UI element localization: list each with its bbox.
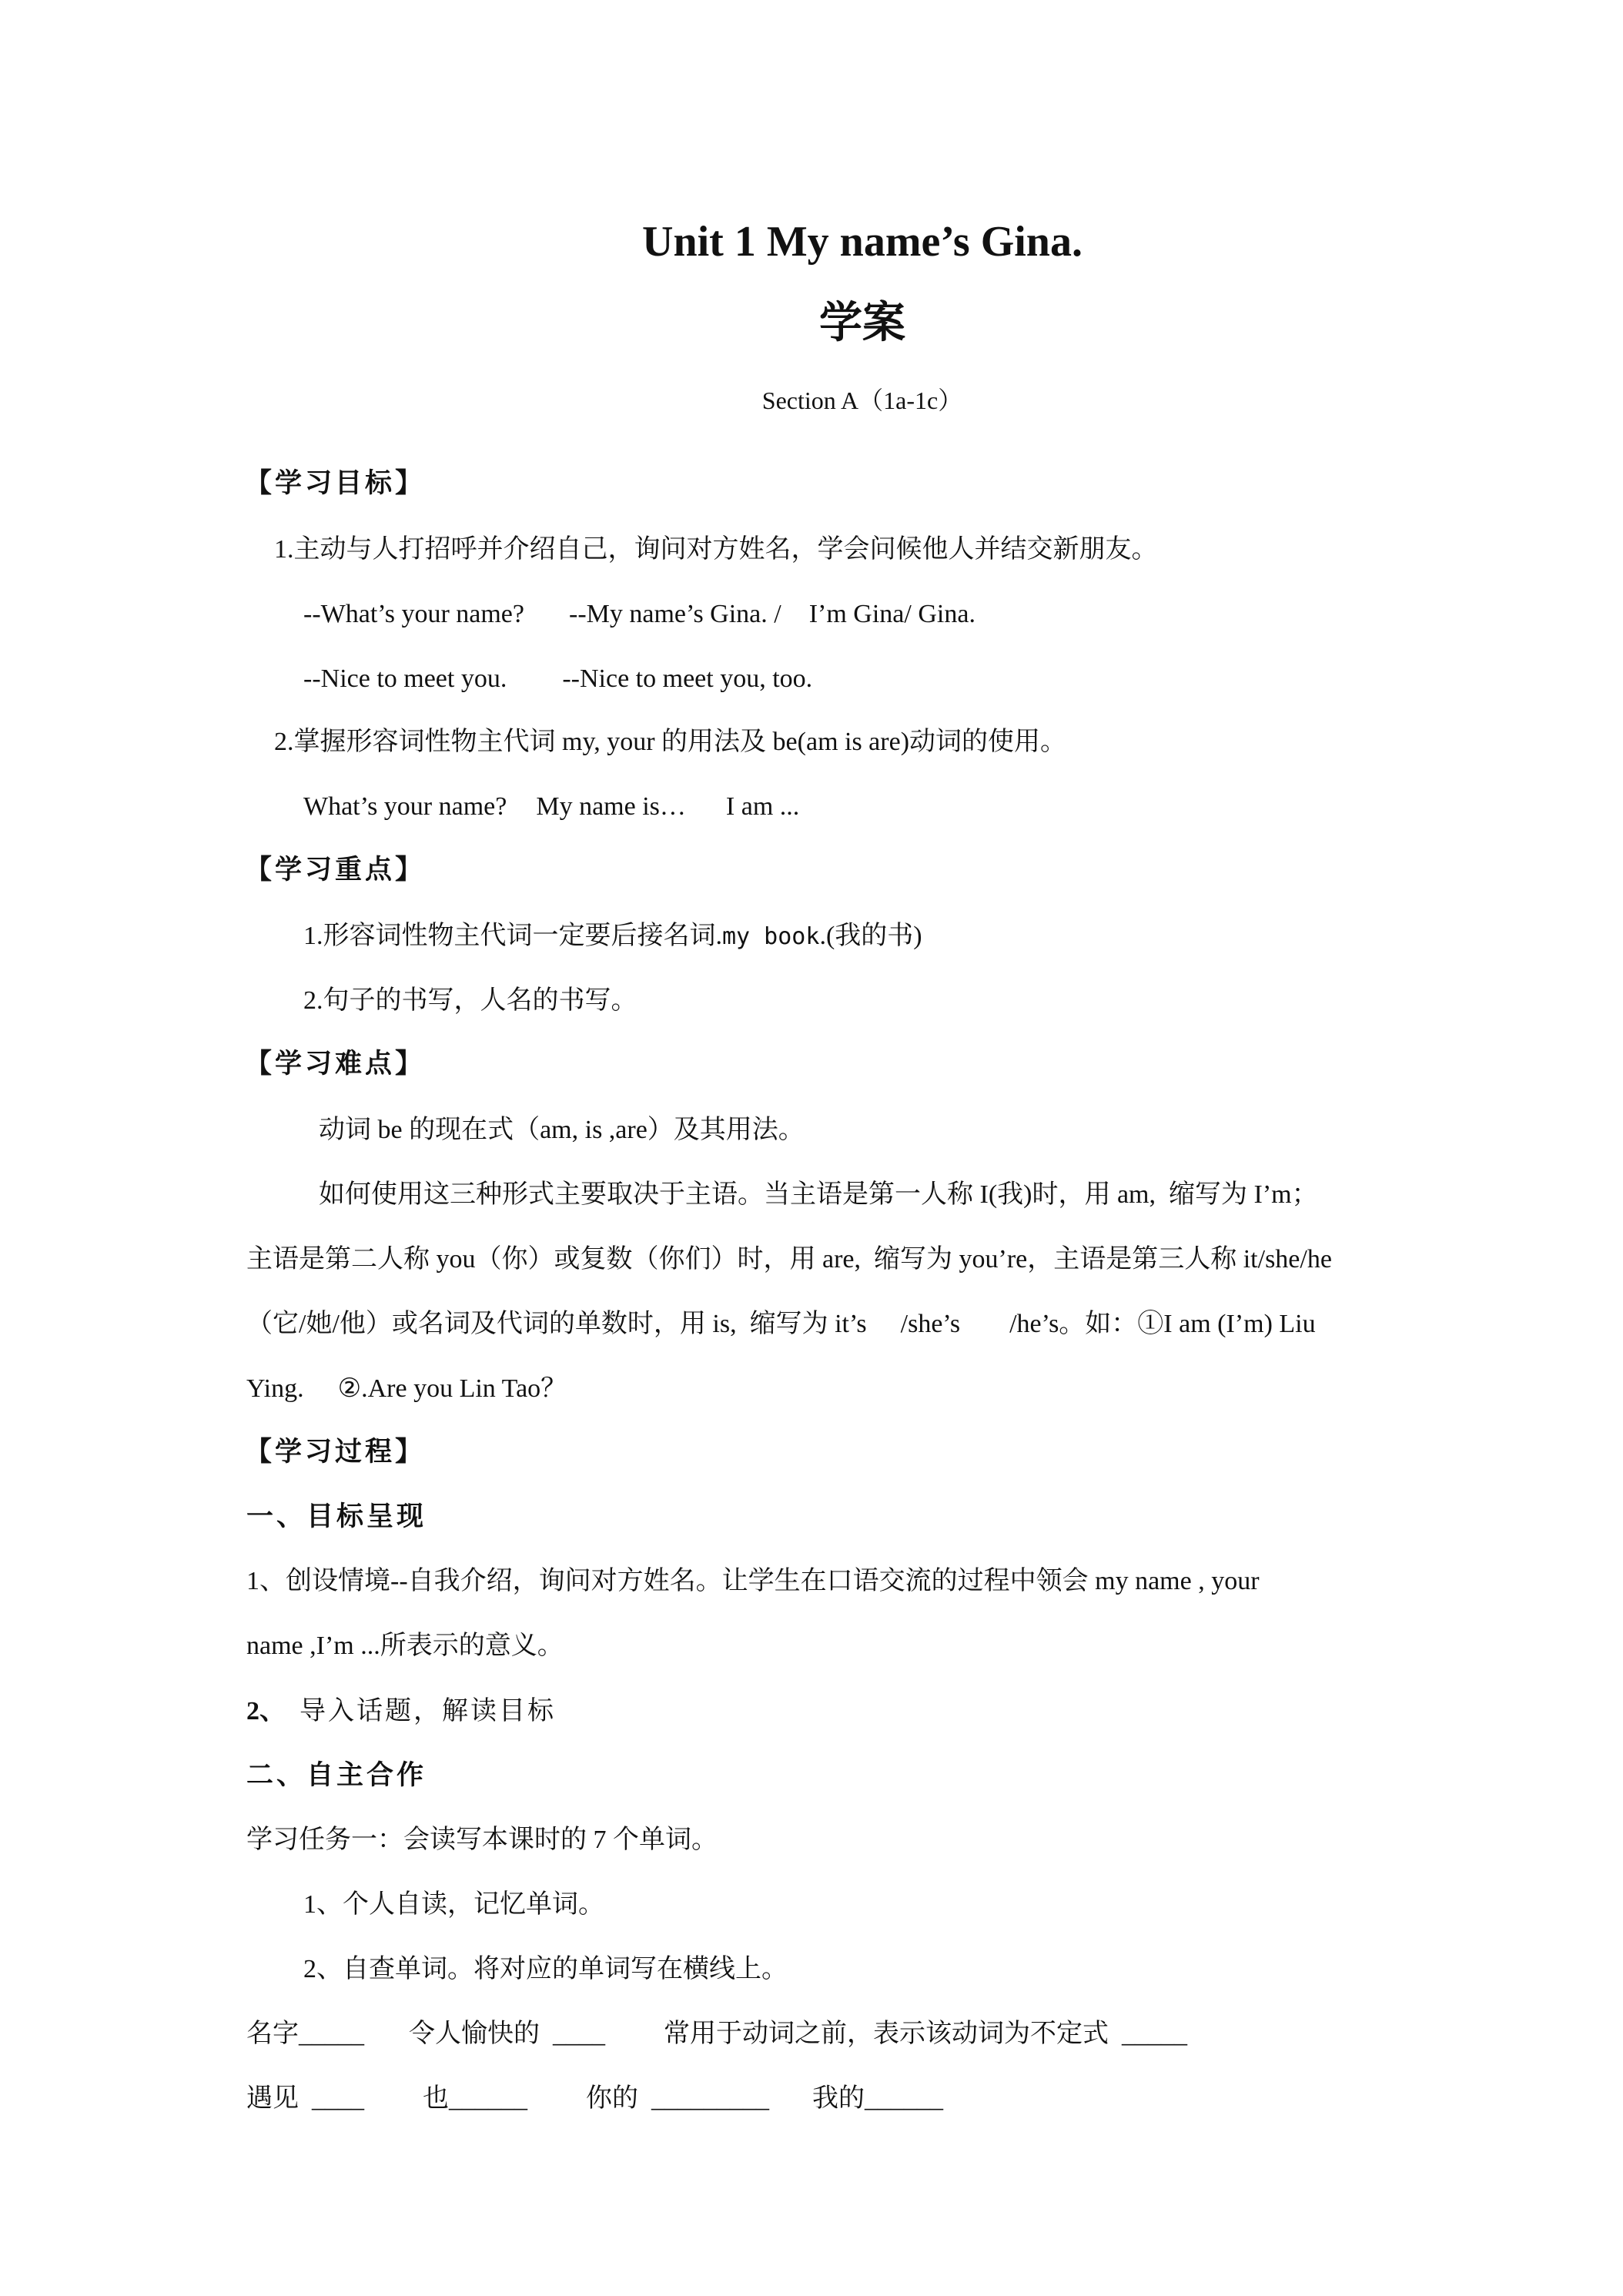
difficulty-line-4: [246, 1306, 1392, 1343]
task-step-1: 1、个人自读，记忆单词。: [303, 1890, 604, 1919]
difficulty-text: Ying.: [246, 1374, 304, 1403]
vocab-blank: 我的______: [812, 2084, 943, 2113]
process-line-3: [246, 1692, 1392, 1730]
difficulty-line-5: [246, 1371, 1392, 1407]
difficulty-line-2: 如何使用这三种形式主要取决于主语。当主语是第一人称 I(我)时，用 am, 缩写为 I’m；: [319, 1180, 1318, 1209]
example-text: --My name’s Gina. /: [569, 600, 781, 628]
task-1: 学习任务一：会读写本课时的 7 个单词。: [246, 1826, 718, 1854]
example-text: What’s your name?: [303, 792, 507, 821]
vocab-blank: 遇见 ____: [246, 2084, 364, 2113]
goals-heading: 【学习目标】: [245, 468, 426, 499]
difficulty-text: （它/她/他）或名词及代词的单数时，用 is, 缩写为 it’s: [246, 1310, 867, 1338]
process-line-1: 1、创设情境--自我介绍，询问对方姓名。让学生在口语交流的过程中领会 my name , your: [246, 1567, 1260, 1595]
vocab-blank: 你的 _________: [586, 2084, 769, 2113]
example-text: --Nice to meet you.: [303, 664, 507, 693]
process-text: 导入话题，解读目标: [300, 1695, 556, 1726]
section-label: Section A（1a-1c）: [761, 387, 963, 414]
difficulty-line-1: 动词 be 的现在式（am, is ,are）及其用法。: [319, 1116, 805, 1144]
goal-example-1: [303, 596, 1392, 633]
difficulty-line-3: 主语是第二人称 you（你）或复数（你们）时，用 are, 缩写为 you’re，主语是第三人称 it/she/he: [246, 1245, 1332, 1274]
difficulty-text: /he’s。如：①I am (I’m) Liu: [1009, 1310, 1316, 1338]
key-point-code: my book: [722, 923, 820, 950]
example-text: --Nice to meet you, too.: [562, 664, 813, 693]
vocab-blank: 常用于动词之前，表示该动词为不定式 _____: [664, 2020, 1187, 2048]
goal-item-1: 1.主动与人打招呼并介绍自己，询问对方姓名，学会问候他人并结交新朋友。: [274, 535, 1158, 564]
goal-example-3: [303, 788, 1392, 825]
goal-example-2: [303, 661, 1392, 698]
key-point-1: [303, 918, 1392, 956]
difficulties-heading: 【学习难点】: [245, 1049, 426, 1079]
example-text: My name is…: [536, 792, 686, 821]
key-point-2: 2.句子的书写，人名的书写。: [303, 986, 637, 1015]
vocab-row-2: [246, 2080, 1392, 2117]
vocab-blank: 也______: [423, 2084, 527, 2113]
example-text: I’m Gina/ Gina.: [808, 600, 975, 628]
difficulty-text: /she’s: [900, 1310, 961, 1338]
page-title: Unit 1 My name’s Gina.: [642, 218, 1083, 266]
process-part-2: 二、自主合作: [246, 1760, 427, 1791]
task-step-2: 2、自查单词。将对应的单词写在横线上。: [303, 1955, 788, 1983]
process-part-1: 一、目标呈现: [246, 1501, 427, 1532]
key-points-heading: 【学习重点】: [245, 855, 426, 885]
vocab-row-1: [246, 2016, 1392, 2053]
process-heading: 【学习过程】: [245, 1437, 426, 1468]
page-subtitle: 学案: [819, 298, 905, 348]
example-text: I am ...: [725, 792, 800, 821]
example-text: --What’s your name?: [303, 600, 524, 628]
vocab-blank: 令人愉快的 ____: [409, 2020, 605, 2048]
key-point-text: 1.形容词性物主代词一定要后接名词.: [303, 922, 722, 950]
key-point-text: .(我的书): [819, 922, 922, 950]
difficulty-text: ②.Are you Lin Tao？: [337, 1374, 567, 1403]
process-line-2: name ,I’m ...所表示的意义。: [246, 1632, 564, 1660]
process-number: 2、: [246, 1697, 286, 1725]
vocab-blank: 名字_____: [246, 2020, 364, 2048]
goal-item-2: 2.掌握形容词性物主代词 my, your 的用法及 be(am is are)动词的使用。: [274, 728, 1067, 756]
